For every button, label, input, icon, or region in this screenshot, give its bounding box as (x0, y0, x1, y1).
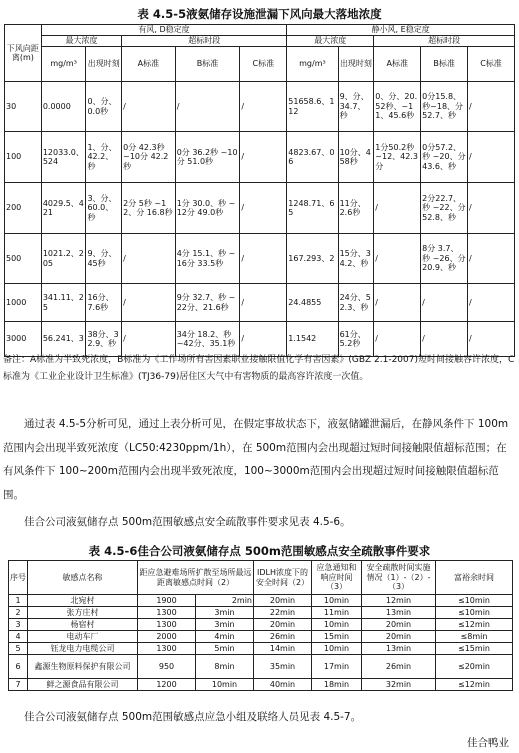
cell-b: 8分 3.7、秒 ~26、分 20.9、秒 (421, 234, 468, 284)
cell-name: 鲜之源食品有限公司 (28, 679, 138, 691)
header-margin: 富裕余时间 (436, 561, 513, 595)
cell-margin: ≤8min (436, 631, 513, 643)
cell-c: / (240, 322, 287, 357)
table-note: 备注：A标准为半致死浓度，B标准为《工作场所有害因素职业接触限值化学有害因素》(GBZ 2.1-2007)短时间接触容许浓度，C标准为《工业企业设计卫生标准》(TJ36-79)居住区大气中有害物质的最高容许浓度一次值。 (3, 355, 515, 382)
page-footer: 佳合鸭业 (467, 737, 509, 749)
cell-time: 24分、52.3、秒 (338, 284, 374, 322)
cell-a: / (374, 234, 421, 284)
table1-title: 表 4.5-5液氨储存设施泄漏下风向最大落地浓度 (137, 7, 382, 21)
cell-a: / (374, 284, 421, 322)
header-distance: 距应急避难场所扩散至场所最远距离敏感点时间（2） (138, 561, 254, 595)
cell-b: 4分 15.1、秒 ~16分 33.5秒 (175, 234, 240, 284)
cell-margin: ≤15min (436, 643, 513, 655)
cell-b: 2分22.7、秒 ~22、分 52.8、秒 (421, 183, 468, 234)
header-a: A标准 (374, 47, 421, 82)
cell-notify: 17min (312, 655, 362, 679)
cell-time: 9、分、34.7、秒 (338, 82, 374, 132)
cell-notify: 18min (312, 679, 362, 691)
cell-idlh: 26min (254, 631, 312, 643)
table-row (9, 679, 513, 691)
cell-notify: 10min (312, 619, 362, 631)
cell-margin: ≤10min (436, 595, 513, 607)
table-row (5, 183, 515, 234)
cell-time: 9、分、45秒 (86, 234, 122, 284)
cell-c: / (468, 132, 515, 183)
cell-distance: 1200 (138, 679, 196, 691)
cell-a: 0分 42.3秒 ~10分 42.2秒 (122, 132, 176, 183)
cell-idlh: 20min (254, 595, 312, 607)
cell-no: 3 (9, 619, 28, 631)
cell-time1: 10min (196, 679, 254, 691)
cell-margin: ≤10min (436, 607, 513, 619)
cell-conc: 24.4855 (287, 284, 338, 322)
table-row (9, 643, 513, 655)
concentration-table (4, 24, 515, 357)
cell-a: 1分50.2秒 ~12、42.3分 (374, 132, 421, 183)
cell-safe: 20min (362, 631, 436, 643)
cell-margin: ≤12min (436, 679, 513, 691)
cell-conc: 0.0000 (41, 82, 86, 132)
cell-distance: 1900 (138, 595, 196, 607)
cell-b: 0分15.8、秒~18、分 52.7、秒 (421, 82, 468, 132)
cell-time1: 8min (196, 655, 254, 679)
table-row (5, 234, 515, 284)
cell-safe: 12min (362, 595, 436, 607)
cell-no: 2 (9, 607, 28, 619)
cell-a: / (122, 322, 176, 357)
cell-notify: 15min (312, 631, 362, 643)
cell-a: / (122, 234, 176, 284)
cell-no: 4 (9, 631, 28, 643)
cell-time: 16分、7.6秒 (86, 284, 122, 322)
table-row (5, 284, 515, 322)
cell-distance: 500 (5, 234, 42, 284)
header-exceed-d: 超标时段 (122, 36, 287, 47)
cell-c: / (240, 284, 287, 322)
cell-b: / (421, 322, 468, 357)
cell-conc: 56.241、3 (41, 322, 86, 357)
cell-safe: 13min (362, 607, 436, 619)
header-max-d: 最大浓度 (41, 36, 121, 47)
cell-conc: 167.293、2 (287, 234, 338, 284)
cell-notify: 10min (312, 643, 362, 655)
cell-a: / (374, 183, 421, 234)
cell-no: 6 (9, 655, 28, 679)
cell-name: 鑫源生物原料保护有限公司 (28, 655, 138, 679)
header-c: C标准 (468, 47, 515, 82)
cell-conc: 341.11、25 (41, 284, 86, 322)
cell-a: 0、分、20.52秒、~11、45.6秒 (374, 82, 421, 132)
cell-margin: ≤20min (436, 655, 513, 679)
header-max-e: 最大浓度 (287, 36, 374, 47)
intro-paragraph: 佳合公司液氨储存点 500m范围敏感点安全疏散事件要求见表 4.5-6。 (24, 516, 351, 528)
header-unit: mg/m³ (41, 47, 86, 82)
header-name: 敏感点名称 (28, 561, 138, 595)
cell-conc: 1248.71、65 (287, 183, 338, 234)
cell-safe: 13min (362, 643, 436, 655)
cell-time1: 4min (196, 631, 254, 643)
header-no: 序号 (9, 561, 28, 595)
header-idlh: IDLH浓度下的安全时间（2） (254, 561, 312, 595)
cell-idlh: 35min (254, 655, 312, 679)
cell-idlh: 20min (254, 619, 312, 631)
cell-distance: 1000 (5, 284, 42, 322)
header-wind-d: 有风, D稳定度 (41, 25, 286, 36)
cell-notify: 10min (312, 595, 362, 607)
cell-distance: 200 (5, 183, 42, 234)
table-row (9, 619, 513, 631)
header-time: 出现时刻 (86, 47, 122, 82)
cell-b: 34分 18.2、秒 ~42分、35.1秒 (175, 322, 240, 357)
header-distance: 下风向距离(m) (5, 25, 42, 82)
cell-a: / (122, 284, 176, 322)
header-time: 出现时刻 (338, 47, 374, 82)
cell-b: 0分57.2、秒 ~20、分 43.6、秒 (421, 132, 468, 183)
cell-time: 15分、34.2、秒 (338, 234, 374, 284)
cell-c: / (240, 132, 287, 183)
cell-distance: 1300 (138, 619, 196, 631)
cell-c: / (240, 82, 287, 132)
cell-distance: 3000 (5, 322, 42, 357)
cell-no: 7 (9, 679, 28, 691)
header-unit: mg/m³ (287, 47, 338, 82)
cell-conc: 4029.5、421 (41, 183, 86, 234)
cell-time1: 2min (196, 595, 254, 607)
cell-name: 杨宿村 (28, 619, 138, 631)
cell-safe: 20min (362, 619, 436, 631)
cell-time: 61分、5.2秒 (338, 322, 374, 357)
cell-conc: 4823.67、06 (287, 132, 338, 183)
header-calm-e: 静小风, E稳定度 (287, 25, 515, 36)
table-row (9, 595, 513, 607)
cell-time: 3、分、60.0、秒 (86, 183, 122, 234)
cell-c: / (240, 234, 287, 284)
header-c: C标准 (240, 47, 287, 82)
cell-time: 10分、458秒 (338, 132, 374, 183)
cell-idlh: 14min (254, 643, 312, 655)
cell-name: 北宛村 (28, 595, 138, 607)
cell-b: 0分 36.2秒 ~10分 51.0秒 (175, 132, 240, 183)
header-b: B标准 (421, 47, 468, 82)
analysis-paragraph: 通过表 4.5-5分析可见，通过上表分析可见，在假定事故状态下，液氨储罐泄漏后，在静风条件下 100m范围内会出现半致死浓度（LC50:4230ppm/1h），在 500m范围内会出现超过短时间接触限值超标范围；在有风条件下 100~200m范围内会出现半致死浓度，100~3000m范围内会出现超过短时间接触限值超标范围。 (3, 418, 509, 501)
table-row (5, 132, 515, 183)
cell-margin: ≤12min (436, 619, 513, 631)
cell-conc: 1.1542 (287, 322, 338, 357)
cell-c: / (468, 284, 515, 322)
cell-c: / (468, 234, 515, 284)
header-notify: 应急通知和响应时间（3） (312, 561, 362, 595)
cell-b: / (421, 284, 468, 322)
cell-conc: 12033.0、524 (41, 132, 86, 183)
cell-safe: 32min (362, 679, 436, 691)
cell-b: / (175, 82, 240, 132)
cell-notify: 11min (312, 607, 362, 619)
cell-b: 1分 30.0、秒 ~12分 49.0秒 (175, 183, 240, 234)
cell-safe: 26min (362, 655, 436, 679)
cell-time: 38分、32.9、秒 (86, 322, 122, 357)
header-exceed-e: 超标时段 (374, 36, 515, 47)
header-a: A标准 (122, 47, 176, 82)
header-safe-time: 安全疏散时间实施情况（1）-（2）-（3） (362, 561, 436, 595)
cell-distance: 30 (5, 82, 42, 132)
cell-c: / (468, 82, 515, 132)
cell-no: 1 (9, 595, 28, 607)
cell-conc: 51658.6、112 (287, 82, 338, 132)
table-row (9, 655, 513, 679)
cell-distance: 1300 (138, 643, 196, 655)
cell-distance: 2000 (138, 631, 196, 643)
cell-idlh: 40min (254, 679, 312, 691)
cell-distance: 100 (5, 132, 42, 183)
contact-paragraph: 佳合公司液氨储存点 500m范围敏感点应急小组及联络人员见表 4.5-7。 (24, 711, 362, 723)
cell-time1: 5min (196, 643, 254, 655)
cell-a: / (374, 322, 421, 357)
cell-idlh: 22min (254, 607, 312, 619)
table-row (9, 607, 513, 619)
cell-a: / (122, 82, 176, 132)
cell-time: 1、分、42.2、秒 (86, 132, 122, 183)
cell-no: 5 (9, 643, 28, 655)
cell-c: / (468, 183, 515, 234)
table2-title: 表 4.5-6佳合公司液氨储存点 500m范围敏感点安全疏散事件要求 (88, 544, 431, 558)
cell-name: 钰龙电力电缆公司 (28, 643, 138, 655)
table-row (9, 631, 513, 643)
evacuation-table (8, 560, 513, 691)
cell-time1: 3min (196, 619, 254, 631)
cell-name: 张方庄村 (28, 607, 138, 619)
cell-c: / (240, 183, 287, 234)
cell-c: / (468, 322, 515, 357)
table-row (5, 82, 515, 132)
cell-time1: 3min (196, 607, 254, 619)
cell-time: 0、分、0.0秒 (86, 82, 122, 132)
header-b: B标准 (175, 47, 240, 82)
cell-distance: 1300 (138, 607, 196, 619)
cell-distance: 950 (138, 655, 196, 679)
cell-conc: 1021.2、205 (41, 234, 86, 284)
cell-b: 9分 32.7、秒 ~22分、21.6秒 (175, 284, 240, 322)
cell-time: 11分、2.6秒 (338, 183, 374, 234)
cell-a: 2分 5秒 ~12、分 16.8秒 (122, 183, 176, 234)
cell-name: 电动车厂 (28, 631, 138, 643)
